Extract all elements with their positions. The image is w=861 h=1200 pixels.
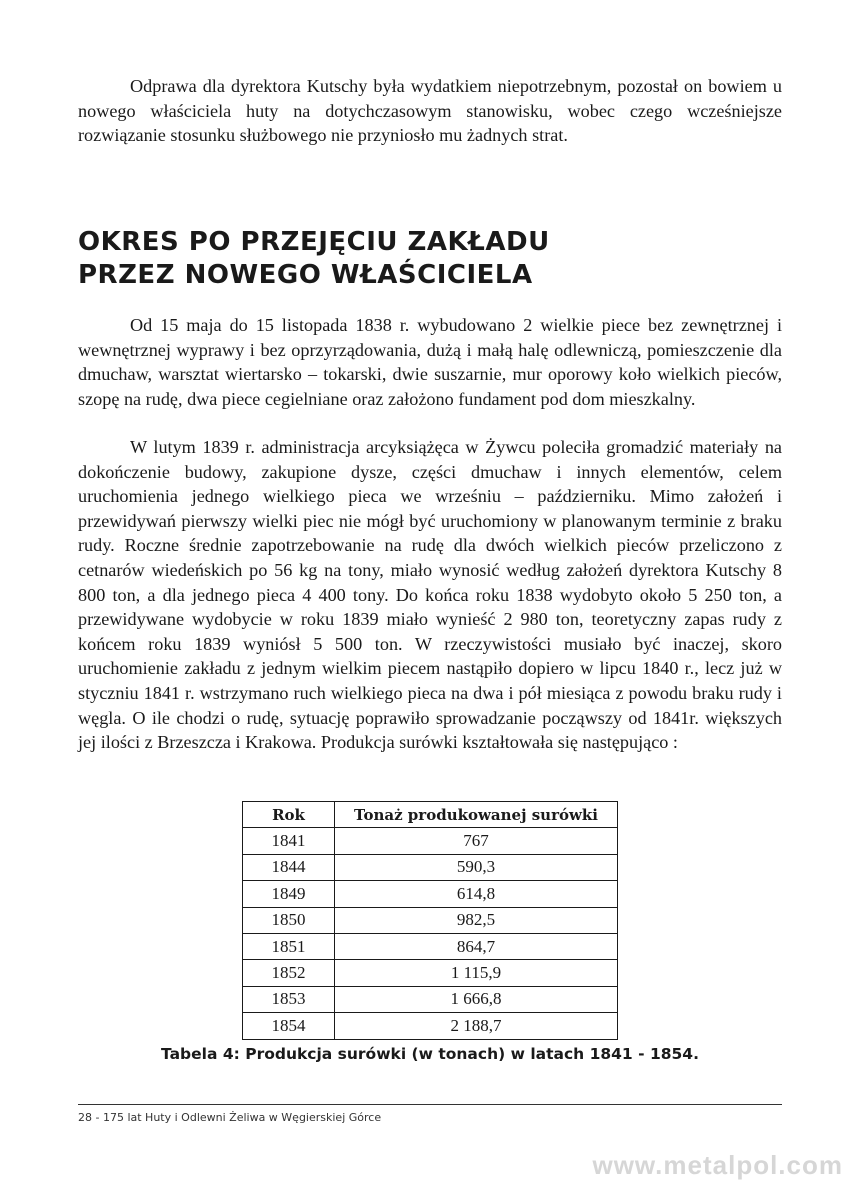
tonnage-cell: 767 [335,828,618,854]
tonnage-cell: 590,3 [335,854,618,880]
table-row [243,828,618,854]
page-footer: 28 - 175 lat Huty i Odlewni Żeliwa w Węgierskiej Górce [78,1111,382,1124]
year-cell: 1852 [243,960,335,986]
year-cell: 1849 [243,881,335,907]
year-cell: 1851 [243,933,335,959]
section-heading [78,226,778,292]
table-row [243,854,618,880]
table-row [243,986,618,1012]
table-row [243,933,618,959]
section-heading-line1: OKRES PO PRZEJĘCIU ZAKŁADU [78,227,550,257]
table-row [243,960,618,986]
tonnage-cell: 982,5 [335,907,618,933]
body-paragraph-2: W lutym 1839 r. administracja arcyksiążęca w Żywcu poleciła gromadzić materiały na dokończenie budowy, zakupione dysze, części dmuchaw i innych elementów, celem uruchomienia jednego wielkiego pieca we wrześniu – październiku. Mimo założeń i przewidywań pierwszy wielki piec nie mógł być uruchomiony w planowanym terminie z braku rudy. Roczne średnie zapotrzebowanie na rudę dla dwóch wielkich pieców przeliczono z cetnarów wiedeńskich po 56 kg na tony, miało wynosić według założeń dyrektora Kutschy 8 800 ton, a dla jednego pieca 4 400 tony. Do końca roku 1838 wydobyto około 5 250 ton, a przewidywane wydobycie w roku 1839 miało wynieść 2 980 ton, teoretyczny zapas rudy z końcem roku 1839 wyniósł 5 500 ton. W rzeczywistości musiało być inaczej, skoro uruchomienie zakładu z jednym wielkim piecem nastąpiło dopiero w lipcu 1840 r., lecz już w styczniu 1841 r. wstrzymano ruch wielkiego pieca na dwa i pół miesiąca z powodu braku rudy i węgla. O ile chodzi o rudę, sytuację poprawiło sprowadzanie począwszy od 1841r. większych jej ilości z Brzeszcza i Krakowa. Produkcja surówki kształtowała się następująco : [78,437,782,753]
year-cell: 1853 [243,986,335,1012]
header-year: Rok [243,802,335,828]
tonnage-cell: 614,8 [335,881,618,907]
section-heading-line2: PRZEZ NOWEGO WŁAŚCICIELA [78,260,533,290]
table-header-row [243,802,618,828]
watermark: www.metalpol.com [592,1150,843,1180]
year-cell: 1850 [243,907,335,933]
footer-divider [78,1104,782,1105]
tonnage-cell: 864,7 [335,933,618,959]
year-cell: 1854 [243,1013,335,1039]
tonnage-cell: 1 115,9 [335,960,618,986]
tonnage-cell: 1 666,8 [335,986,618,1012]
header-tonnage: Tonaż produkowanej surówki [335,802,618,828]
table-caption: Tabela 4: Produkcja surówki (w tonach) w latach 1841 - 1854. [161,1045,699,1063]
year-cell: 1844 [243,854,335,880]
tonnage-cell: 2 188,7 [335,1013,618,1039]
production-table [242,801,618,1040]
year-cell: 1841 [243,828,335,854]
body-paragraph-1: Od 15 maja do 15 listopada 1838 r. wybudowano 2 wielkie piece bez zewnętrznej i wewnętrznej wyprawy i bez oprzyrządowania, dużą i małą halę odlewniczą, pomieszczenie dla dmuchaw, warsztat wiertarsko – tokarski, dwie suszarnie, mur oporowy koło wielkich pieców, szopę na rudę, dwa piece cegielniane oraz założono fundament pod dom mieszkalny. [78,315,782,409]
table-row [243,907,618,933]
table-row [243,881,618,907]
intro-paragraph: Odprawa dla dyrektora Kutschy była wydatkiem niepotrzebnym, pozostał on bowiem u nowego właściciela huty na dotychczasowym stanowisku, wobec czego wcześniejsze rozwiązanie stosunku służbowego nie przyniosło mu żadnych strat. [78,76,782,146]
table-row [243,1013,618,1039]
